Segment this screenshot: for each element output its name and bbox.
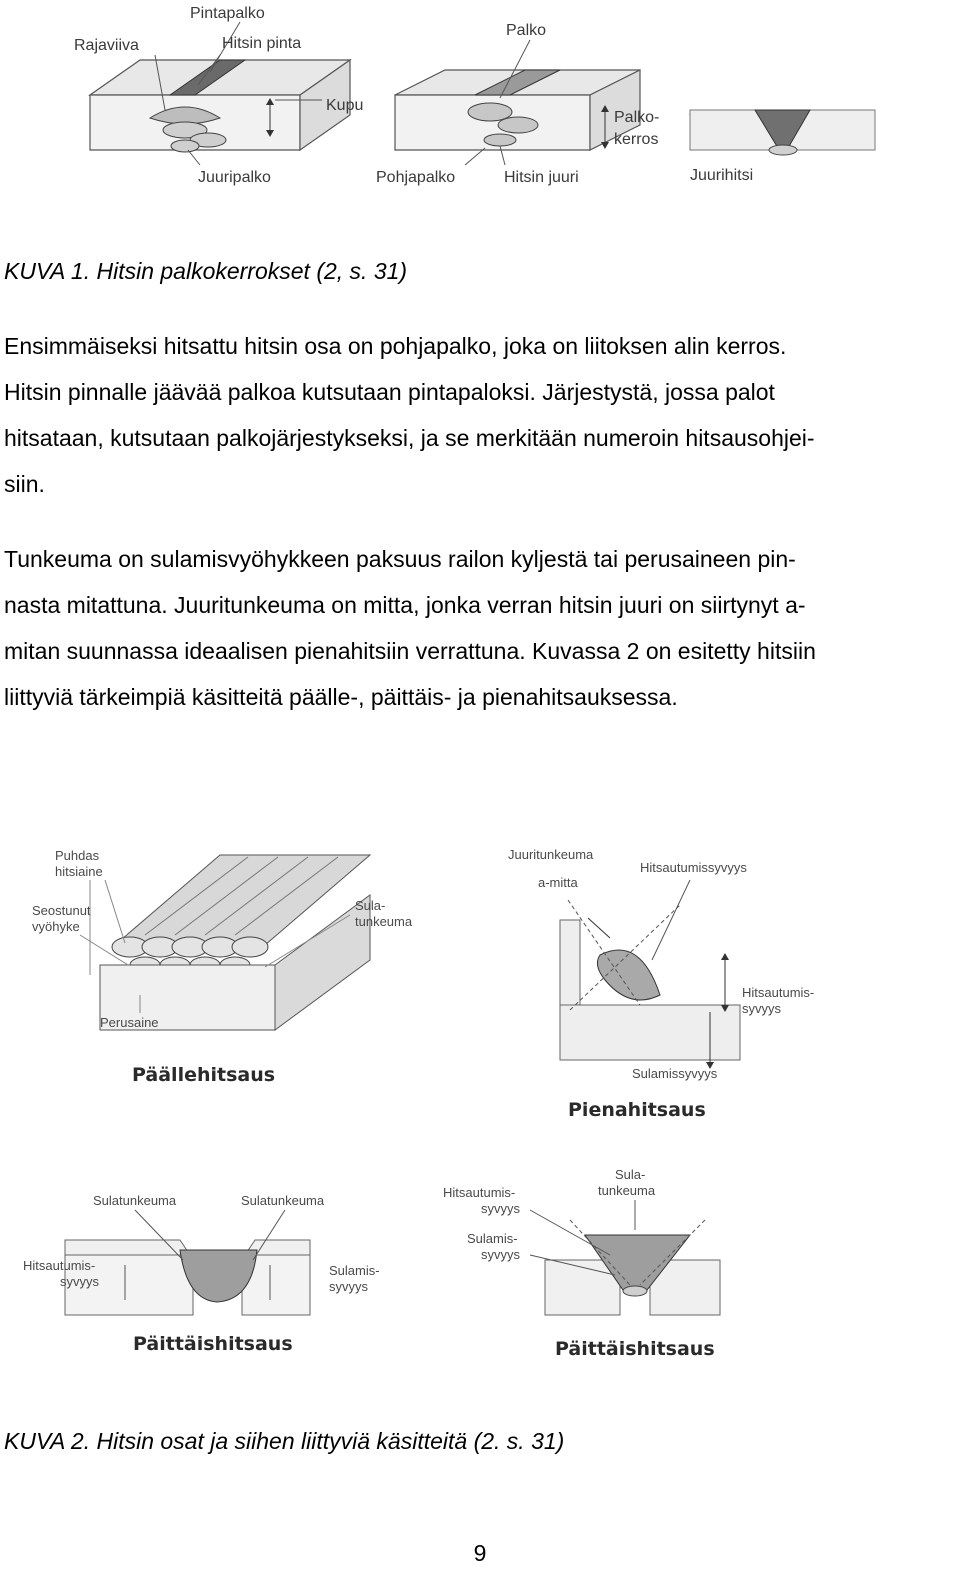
label-hitsautumis-2: syvyys xyxy=(742,1001,781,1016)
label-hitsautumis-1: Hitsautumis- xyxy=(23,1258,96,1273)
label-seostunut-2: vyöhyke xyxy=(32,919,80,934)
label-hitsautumis-1: Hitsautumis- xyxy=(443,1185,516,1200)
label-puhdas-1: Puhdas xyxy=(55,848,100,863)
label-kupu: Kupu xyxy=(326,97,364,114)
title-paallehitsaus: Päällehitsaus xyxy=(132,1064,276,1086)
figure-1-weld-passes xyxy=(60,0,700,210)
title-pienahitsaus: Pienahitsaus xyxy=(568,1099,706,1121)
label-sula-2: tunkeuma xyxy=(355,914,413,929)
figure-2-caption: KUVA 2. Hitsin osat ja siihen liittyviä käsitteitä (2. s. 31) xyxy=(4,1428,565,1454)
label-sula-1: Sula- xyxy=(615,1167,646,1182)
label-hitsin-juuri: Hitsin juuri xyxy=(504,169,579,186)
figure-2-surfacing-weld xyxy=(20,835,460,1095)
figure-2-fillet-weld xyxy=(480,840,830,1125)
label-palko: Palko xyxy=(506,22,547,39)
label-juuripalko: Juuripalko xyxy=(198,169,271,186)
paragraph-1-line: hitsataan, kutsutaan palkojärjestykseksi, ja se merkitään numeroin hitsausohjei- xyxy=(4,425,815,451)
label-a-mitta: a-mitta xyxy=(538,875,578,890)
label-juurihitsi: Juurihitsi xyxy=(690,167,754,184)
layered-weld-drawing xyxy=(395,40,640,165)
label-pintapalko: Pintapalko xyxy=(190,5,265,22)
paragraph-1-line: Hitsin pinnalle jäävää palkoa kutsutaan pintapaloksi. Järjestystä, jossa palot xyxy=(4,379,775,405)
label-seostunut-1: Seostunut xyxy=(32,903,91,918)
page-number: 9 xyxy=(473,1540,487,1566)
paragraph-1 xyxy=(4,323,954,507)
label-sulatunkeuma-right: Sulatunkeuma xyxy=(241,1193,325,1208)
label-palkokerros-2: kerros xyxy=(614,131,659,148)
label-hitsautumis-1: Hitsautumis- xyxy=(742,985,815,1000)
label-sulamis-1: Sulamis- xyxy=(329,1263,380,1278)
paragraph-2-line: mitan suunnassa ideaalisen pienahitsiin verrattuna. Kuvassa 2 on esitetty hitsiin xyxy=(4,638,816,664)
paragraph-2-line: liittyviä tärkeimpiä käsitteitä päälle-, päittäis- ja pienahitsauksessa. xyxy=(4,684,678,710)
figure-1-root-weld xyxy=(680,90,900,190)
label-hitsautumis-2: syvyys xyxy=(60,1274,99,1289)
paragraph-1-line: Ensimmäiseksi hitsattu hitsin osa on pohjapalko, joka on liitoksen alin kerros. xyxy=(4,333,787,359)
label-palkokerros-1: Palko- xyxy=(614,109,660,126)
figure-2-butt-weld-2 xyxy=(435,1165,835,1370)
label-hitsautumissyvyys-top: Hitsautumissyvyys xyxy=(640,860,747,875)
label-sulamis-2: syvyys xyxy=(481,1247,520,1262)
label-hitsautumis-2: syvyys xyxy=(481,1201,520,1216)
title-paittaishitsaus-2: Päittäishitsaus xyxy=(555,1338,715,1360)
label-perusaine: Perusaine xyxy=(100,1015,159,1030)
label-sula-2: tunkeuma xyxy=(598,1183,656,1198)
label-juuritunkeuma: Juuritunkeuma xyxy=(508,847,594,862)
label-rajaviiva: Rajaviiva xyxy=(74,37,139,54)
label-sulamis-1: Sulamis- xyxy=(467,1231,518,1246)
paragraph-2-line: nasta mitattuna. Juuritunkeuma on mitta, jonka verran hitsin juuri on siirtynyt a- xyxy=(4,592,806,618)
label-sulatunkeuma-left: Sulatunkeuma xyxy=(93,1193,177,1208)
label-puhdas-2: hitsiaine xyxy=(55,864,103,879)
label-sulamis-2: syvyys xyxy=(329,1279,368,1294)
paragraph-2-line: Tunkeuma on sulamisvyöhykkeen paksuus railon kyljestä tai perusaineen pin- xyxy=(4,546,796,572)
label-pohjapalko: Pohjapalko xyxy=(376,169,456,186)
figure-1-caption: KUVA 1. Hitsin palkokerrokset (2, s. 31) xyxy=(4,258,408,284)
paragraph-1-line: siin. xyxy=(4,471,45,497)
label-sulamissyvyys: Sulamissyvyys xyxy=(632,1066,718,1081)
label-hitsin-pinta: Hitsin pinta xyxy=(222,35,302,52)
paragraph-2 xyxy=(4,536,954,720)
title-paittaishitsaus-1: Päittäishitsaus xyxy=(133,1333,293,1355)
label-sula-1: Sula- xyxy=(355,898,386,913)
figure-2-butt-weld-1 xyxy=(15,1180,435,1365)
